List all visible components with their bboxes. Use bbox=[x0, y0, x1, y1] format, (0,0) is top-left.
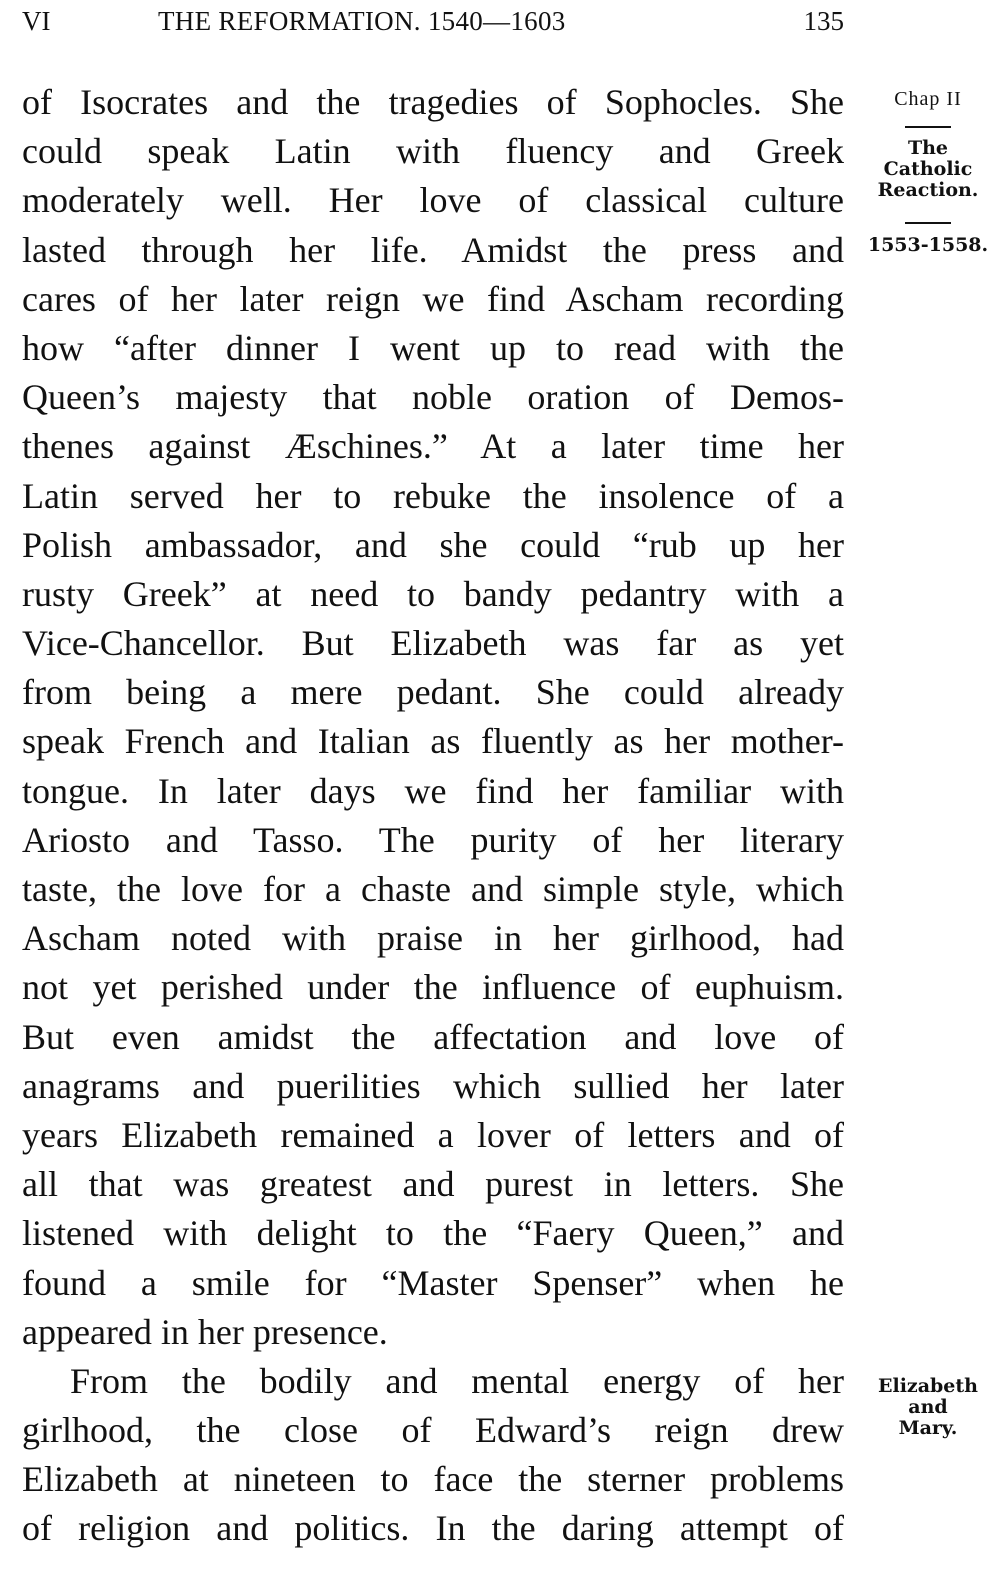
margin-chapter-label: Chap II bbox=[894, 88, 962, 110]
text-line: of religion and politics. In the daring attempt of bbox=[22, 1508, 844, 1549]
text-line: But even amidst the affectation and love of bbox=[22, 1016, 844, 1057]
margin-rule bbox=[905, 126, 951, 128]
margin-topic-line: Reaction. bbox=[877, 179, 979, 201]
text-line: of Isocrates and the tragedies of Sophocles. She bbox=[22, 82, 844, 122]
text-line: from being a mere pedant. She could already bbox=[22, 672, 844, 713]
margin-date-range: 1553-1558. bbox=[867, 234, 989, 256]
text-line: Latin served her to rebuke the insolence of a bbox=[22, 475, 844, 516]
section-number: VI bbox=[22, 6, 51, 36]
margin-topic-line: Elizabeth bbox=[878, 1375, 978, 1397]
text-line: Polish ambassador, and she could “rub up her bbox=[22, 524, 844, 565]
text-line: Queen’s majesty that noble oration of Demos- bbox=[22, 377, 844, 418]
margin-topic-line: Catholic bbox=[883, 158, 973, 180]
text-line: Vice-Chancellor. But Elizabeth was far as yet bbox=[22, 623, 844, 664]
margin-topic-line: Mary. bbox=[898, 1417, 958, 1439]
running-title: THE REFORMATION. 1540—1603 bbox=[158, 6, 566, 36]
text-line: Ariosto and Tasso. The purity of her literary bbox=[22, 819, 844, 860]
body-text bbox=[22, 78, 844, 1554]
text-line: moderately well. Her love of classical culture bbox=[22, 180, 844, 221]
margin-topic-heading bbox=[858, 138, 998, 201]
running-header bbox=[22, 6, 844, 42]
margin-topic-line: The bbox=[907, 137, 949, 159]
text-line: Ascham noted with praise in her girlhood, had bbox=[22, 918, 844, 959]
text-line: tongue. In later days we find her familiar with bbox=[22, 770, 844, 811]
text-line: years Elizabeth remained a lover of letters and of bbox=[22, 1114, 844, 1155]
margin-topic-heading-2 bbox=[858, 1376, 998, 1439]
text-line: taste, the love for a chaste and simple style, which bbox=[22, 869, 844, 909]
text-line: found a smile for “Master Spenser” when he bbox=[22, 1262, 844, 1303]
paragraph-end-line: appeared in her presence. bbox=[22, 1311, 388, 1352]
page-number: 135 bbox=[803, 6, 844, 36]
text-line: cares of her later reign we find Ascham recording bbox=[22, 278, 844, 319]
text-line: how “after dinner I went up to read with the bbox=[22, 327, 844, 368]
text-line: thenes against Æschines.” At a later time her bbox=[22, 426, 844, 467]
text-line: listened with delight to the “Faery Queen,” and bbox=[22, 1213, 844, 1254]
text-line: all that was greatest and purest in letters. She bbox=[22, 1164, 844, 1205]
text-line: lasted through her life. Amidst the press and bbox=[22, 229, 844, 270]
text-line: anagrams and puerilities which sullied her later bbox=[22, 1065, 844, 1106]
text-line: could speak Latin with fluency and Greek bbox=[22, 131, 844, 172]
text-line: not yet perished under the influence of euphuism. bbox=[22, 967, 844, 1008]
text-line: speak French and Italian as fluently as her mother- bbox=[22, 721, 844, 762]
text-line: girlhood, the close of Edward’s reign drew bbox=[22, 1410, 844, 1451]
margin-topic-line: and bbox=[908, 1396, 948, 1418]
paragraph-start-line: From the bodily and mental energy of her bbox=[70, 1360, 844, 1401]
text-line: Elizabeth at nineteen to face the sterner problems bbox=[22, 1459, 844, 1500]
text-line: rusty Greek” at need to bandy pedantry with a bbox=[22, 573, 844, 614]
margin-rule bbox=[905, 222, 951, 224]
